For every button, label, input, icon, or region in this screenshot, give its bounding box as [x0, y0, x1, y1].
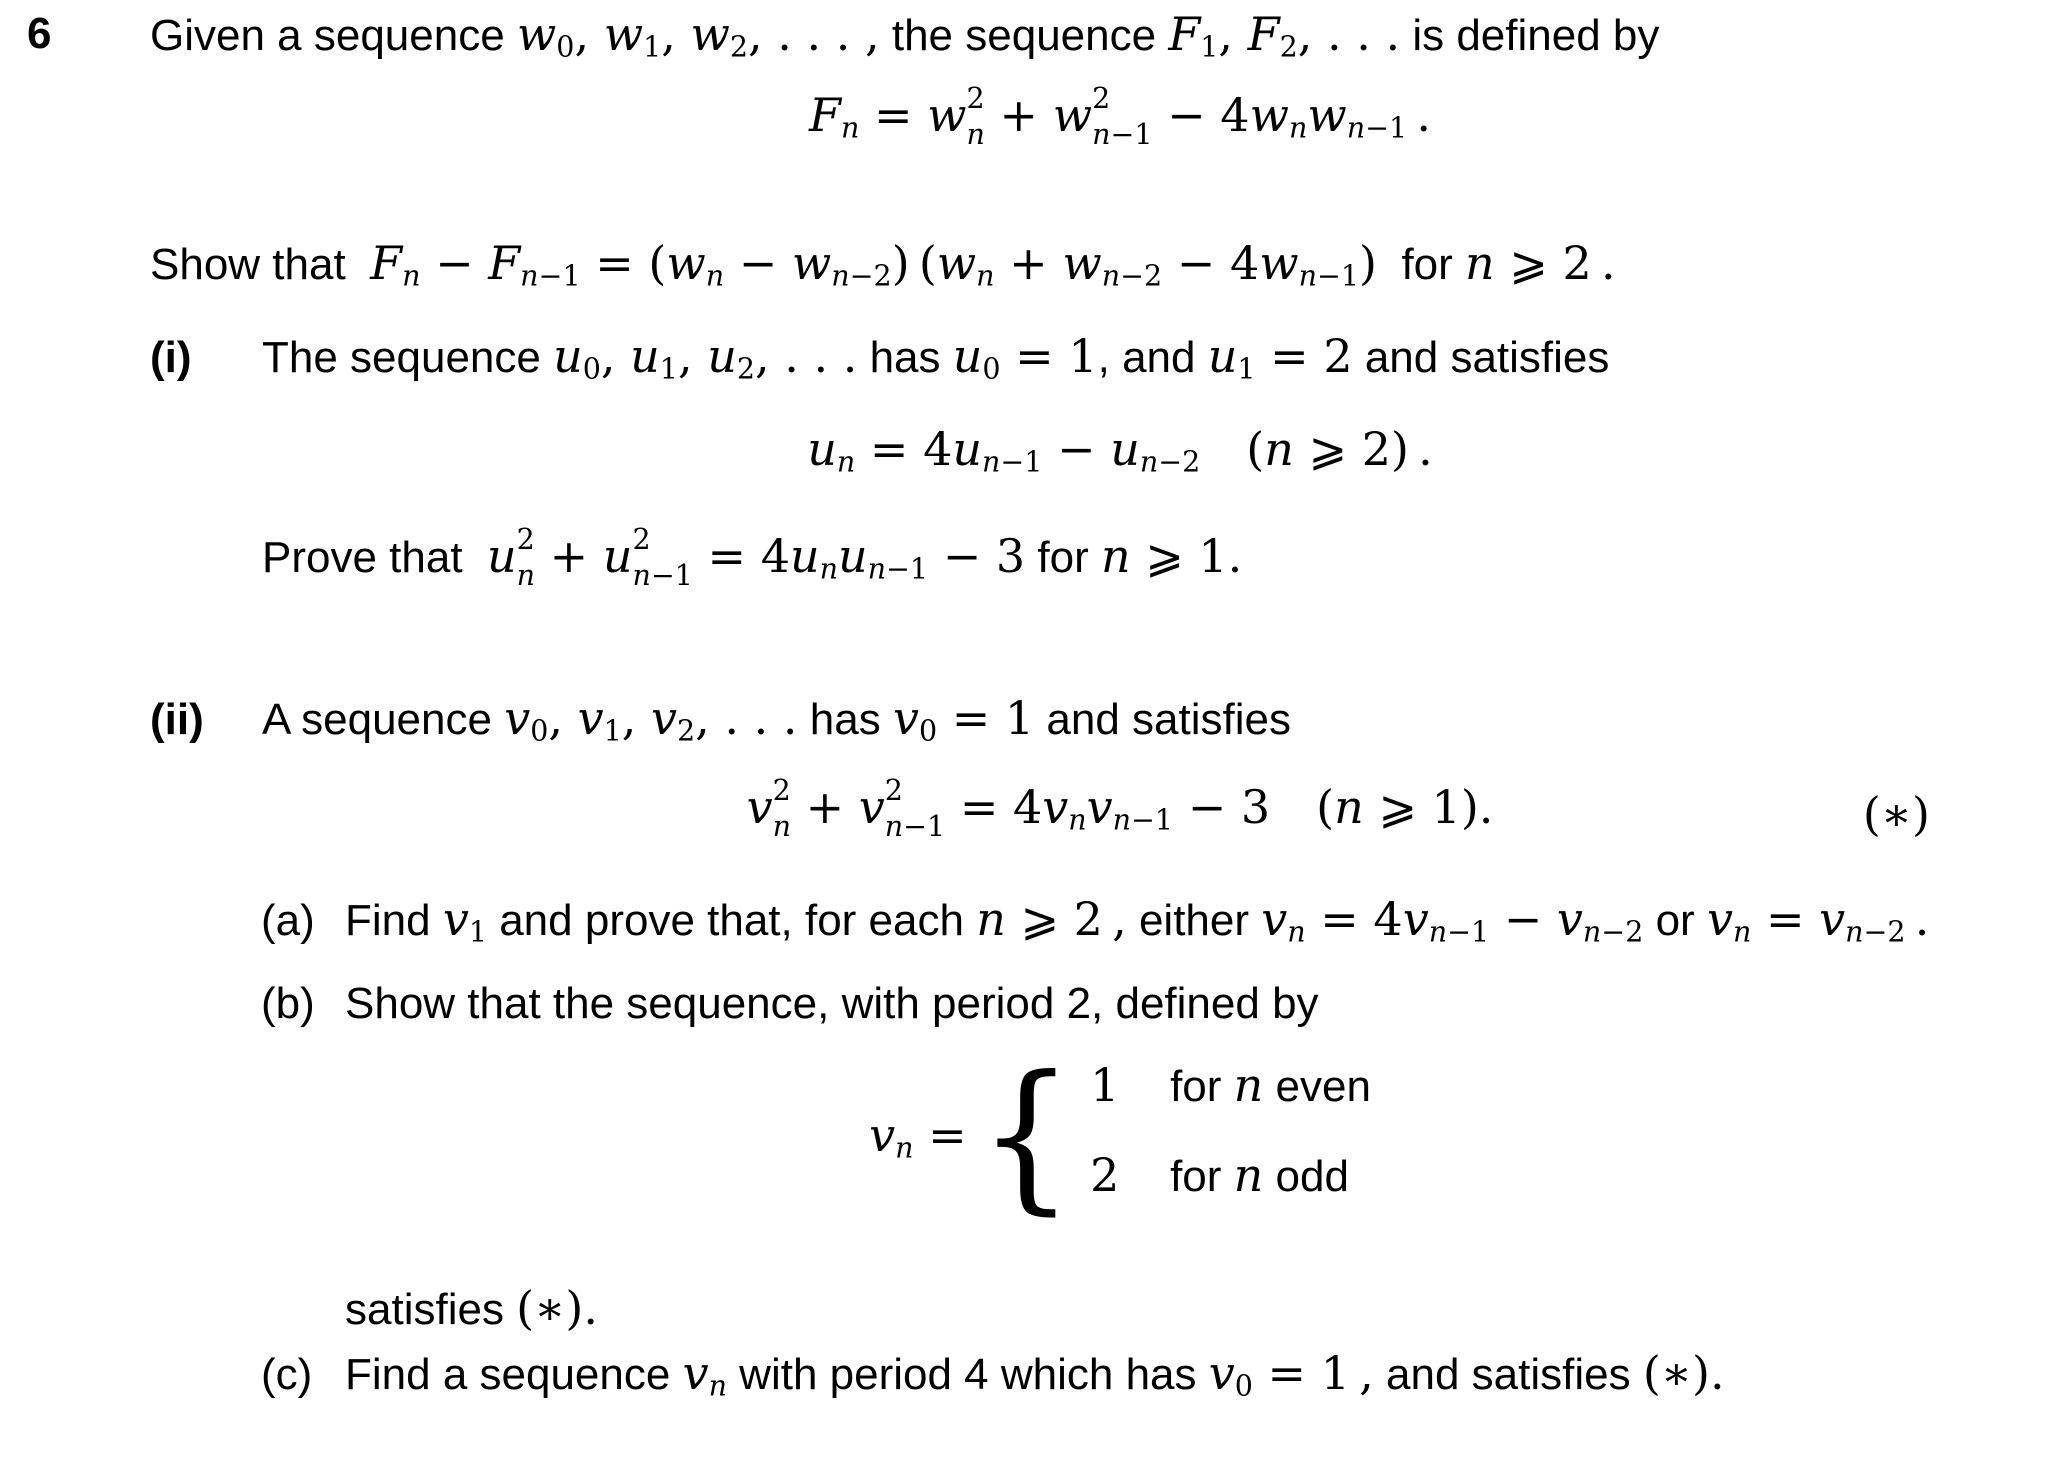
equation	[809, 82, 1431, 151]
math-run: 2	[1090, 1148, 1120, 1202]
math-run: $v_n = 4v_{n-1} - v_{n-2}$	[1261, 892, 1644, 949]
equation-tag-star	[1862, 786, 1930, 841]
math-run: $w_0$, $w_1$, $w_2$, . . . ,	[516, 7, 880, 64]
text-run: , and	[1097, 333, 1208, 382]
math-run: $u_0$, $u_1$, $u_2$, . . .	[553, 329, 858, 386]
question-number: 6	[27, 9, 52, 58]
text-run: and satisfies	[1352, 333, 1610, 382]
line-content	[150, 236, 1616, 293]
eq-v-line	[190, 752, 2050, 875]
item-label-ii: (ii)	[150, 695, 204, 744]
math-run: $F_1$, $F_2$, . . .	[1168, 7, 1401, 64]
text-run: The sequence	[262, 333, 554, 382]
math-run: $v_n = v_{n-2}$ .	[1706, 892, 1930, 949]
text-run: or	[1643, 896, 1707, 945]
item-label-b: (b)	[261, 979, 315, 1028]
math-run: $v_1$	[442, 892, 487, 949]
cases-column	[1090, 1055, 1371, 1217]
text-run: A sequence	[262, 695, 505, 744]
stacked-scripts: 2 n−1	[1092, 82, 1153, 151]
text-run: has	[857, 333, 953, 382]
math-run: (∗).	[1642, 1346, 1725, 1400]
line-content	[345, 892, 1930, 949]
equation	[807, 422, 1433, 479]
curly-brace: {	[978, 1042, 1075, 1230]
case-row	[1090, 1055, 1371, 1127]
text-run: Find a sequence	[345, 1350, 683, 1399]
stacked-scripts: 2 n−1	[884, 774, 946, 843]
math-run: $v_0 = 1$ ,	[1208, 1346, 1374, 1403]
math-run: $F_n - F_{n-1} = (w_n - w_{n-2}) (w_n + w_{n-2} - 4w_{n-1})$	[370, 236, 1377, 293]
text-run: with period 4 which has	[726, 1350, 1209, 1399]
math-run: n	[1233, 1148, 1264, 1202]
case-value	[1090, 1055, 1134, 1127]
cases-equation	[869, 1042, 1371, 1230]
text-run: Prove that	[262, 532, 488, 582]
line-content	[345, 1281, 598, 1335]
eq-u-line	[190, 394, 2050, 517]
item-label-a: (a)	[261, 896, 315, 945]
show-line	[150, 231, 1616, 308]
text-run: odd	[1263, 1152, 1349, 1201]
item-a-line	[261, 887, 1929, 964]
math-run: $v_n$ =	[869, 1107, 967, 1165]
line-content	[345, 1346, 1725, 1403]
item-label-c: (c)	[261, 1350, 313, 1399]
math-run: n	[1233, 1058, 1264, 1112]
math-run: $u_0 = 1$	[952, 329, 1098, 386]
eq-f-line	[190, 60, 2050, 183]
stacked-scripts: 2 n−1	[632, 523, 693, 592]
text-run: for	[1170, 1152, 1234, 1201]
math-run: n ⩾ 2 .	[1465, 236, 1616, 290]
text-run: even	[1263, 1062, 1371, 1111]
math-run: v 2 n + v 2 n−1 = $4v_nv_{n-1} - 3$ (n ⩾ 1).	[746, 774, 1494, 843]
text-run: for	[1377, 240, 1466, 289]
line-content	[262, 691, 1291, 748]
prove-line	[262, 522, 1242, 601]
item-label-i: (i)	[150, 333, 192, 382]
text-run: has	[797, 695, 893, 744]
case-value	[1090, 1145, 1134, 1217]
case-condition	[1170, 1145, 1349, 1217]
math-run: $v_0 = 1$	[892, 691, 1035, 748]
math-run: $F_n = w$ 2 n + w 2 n−1 − $4w_nw_{n-1}$ .	[809, 82, 1431, 151]
text-run: Show that the sequence, with period 2, defined by	[345, 979, 1319, 1028]
math-run: $u_n = 4u_{n-1} - u_{n-2}$ (n ⩾ 2) .	[807, 422, 1433, 479]
eq-cases-line	[190, 1042, 2050, 1230]
text-run: the sequence	[879, 11, 1169, 60]
math-run: $v_n$	[682, 1346, 727, 1403]
text-run: and prove that, for each	[486, 896, 977, 945]
equation	[746, 774, 1494, 843]
stacked-scripts: 2 n	[516, 523, 536, 592]
text-run: either	[1126, 896, 1262, 945]
math-run: 1	[1090, 1058, 1120, 1112]
math-run: (∗).	[516, 1281, 598, 1335]
stacked-scripts: 2 n	[772, 774, 791, 843]
case-condition	[1170, 1055, 1371, 1127]
case-row	[1090, 1145, 1371, 1217]
line-content	[345, 979, 1319, 1028]
math-run: $u_1 = 2$	[1207, 329, 1353, 386]
cases-lhs	[869, 1108, 967, 1164]
text-run: and satisfies	[1034, 695, 1291, 744]
text-run: for	[1170, 1062, 1234, 1111]
math-run: $v_0$, $v_1$, $v_2$, . . .	[504, 691, 798, 748]
line-content	[262, 329, 1610, 386]
text-run: for	[1025, 532, 1101, 582]
item-c-line	[261, 1341, 1725, 1418]
text-run: Show that	[150, 240, 371, 289]
math-run: n ⩾ 1.	[1100, 528, 1243, 583]
math-run: (∗)	[1862, 786, 1930, 841]
text-run: Find	[345, 896, 443, 945]
text-run: and satisfies	[1373, 1350, 1643, 1399]
math-run: n ⩾ 2 ,	[976, 892, 1127, 946]
text-run: is defined by	[1400, 11, 1660, 60]
text-run: Given a sequence	[150, 11, 517, 60]
line-content	[150, 7, 1660, 64]
line-content	[262, 523, 1243, 592]
item-i-line	[150, 324, 1609, 401]
item-b-line	[261, 972, 1319, 1046]
math-run: u 2 n + u 2 n−1 = $4u_nu_{n-1} - 3$	[487, 523, 1026, 592]
text-run: satisfies	[345, 1285, 517, 1334]
stacked-scripts: 2 n	[966, 82, 985, 151]
